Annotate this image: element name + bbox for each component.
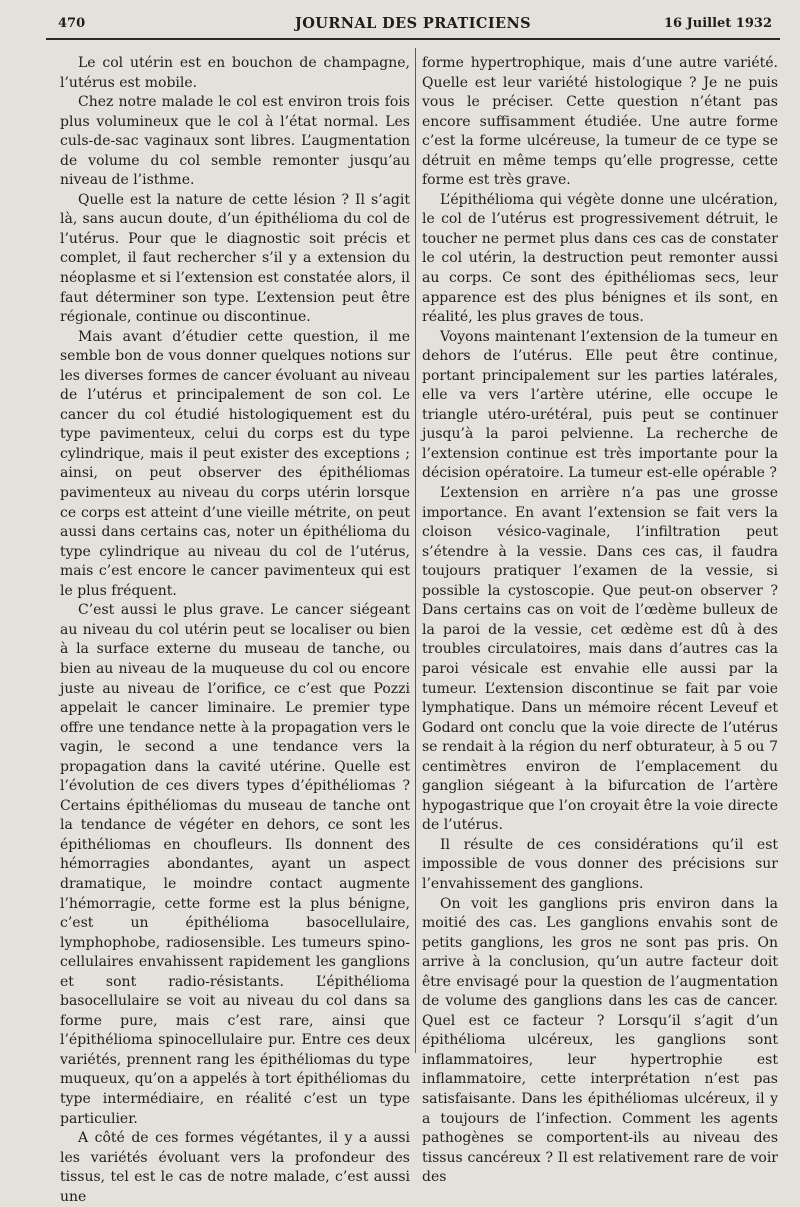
- paragraph: Quelle est la nature de cette lésion ? Il s’agit là, sans aucun doute, d’un épithélioma du col de l’utérus. Pour que le diagnostic soit précis et complet, il faut rechercher s’il y a extension du néoplasme et si l’extension est constatée alors, il faut déterminer son type. L’extension peut être régionale, continue ou discontinue.: [60, 191, 410, 326]
- issue-date: 16 Juillet 1932: [663, 16, 772, 31]
- running-header: [46, 10, 780, 40]
- paragraph: Chez notre malade le col est environ trois fois plus volumineux que le col à l’état normal. Les culs-de-sac vaginaux sont libres. L’augmentation de volume du col semble remonter jusqu’au niveau de l’isthme.: [60, 94, 410, 189]
- paragraph: L’épithélioma qui végète donne une ulcération, le col de l’utérus est progressivement détruit, le toucher ne permet plus dans ces cas de constater le col utérin, la destruction peut remonter aussi au corps. Ce sont des épithéliomas secs, leur apparence est des plus bénignes et ils sont, en réalité, les plus graves de tous.: [422, 191, 778, 326]
- paragraph: On voit les ganglions pris environ dans la moitié des cas. Les ganglions envahis sont de petits ganglions, les gros ne sont pas pris. On arrive à la conclusion, qu’un autre facteur doit être envisagé pour la question de l’augmentation de volume des ganglions dans les cas de cancer. Quel est ce facteur ? Lorsqu’il s’agit d’un épithélioma ulcéreux, les ganglions sont inflammatoires, leur hypertrophie est inflammatoire, cette interprétation n’est pas satisfaisante. Dans les épithéliomas ulcéreux, il y a toujours de l’infection. Comment les agents pathogènes se comportent-ils au niveau des tissus cancéreux ? Il est relativement rare de voir des: [422, 895, 778, 1186]
- paragraph: Le col utérin est en bouchon de champagne, l’utérus est mobile.: [60, 55, 410, 91]
- column-divider: [415, 48, 416, 1053]
- paragraph: A côté de ces formes végétantes, il y a aussi les variétés évoluant vers la profondeur des tissus, tel est le cas de notre malade, c’est aussi une: [60, 1130, 410, 1205]
- paragraph: C’est aussi le plus grave. Le cancer siégeant au niveau du col utérin peut se localiser ou bien à la surface externe du museau de tanche, ou bien au niveau de la muqueuse du col ou encore juste au niveau de l’orifice, ce c’est que Pozzi appelait le cancer liminaire. Le premier type offre une tendance nette à la propagation vers le vagin, le second a une tendance vers la propagation dans la cavité utérine. Quelle est l’évolution de ces divers types d’épithéliomas ? Certains épithéliomas du museau de tanche ont la tendance de végéter en dehors, ce sont les épithéliomas en choufleurs. Ils donnent des hémorragies abondantes, ayant un aspect dramatique, le moindre contact augmente l’hémorragie, cette forme est la plus bénigne, c’est un épithélioma basocellulaire, lymphophobe, radiosensible. Les tumeurs spino-cellulaires envahissent rapidement les ganglions et sont radio-résistants. L’épithélioma basocellulaire se voit au niveau du col dans sa forme pure, mais c’est rare, ainsi que l’épithélioma spinocellulaire pur. Entre ces deux variétés, prennent rang les épithéliomas du type muqueux, qu’on a appelés à tort épithéliomas du type intermédiaire, en réalité c’est un type particulier.: [60, 602, 410, 1127]
- right-column: [422, 54, 778, 1188]
- paragraph: Voyons maintenant l’extension de la tumeur en dehors de l’utérus. Elle peut être continue, portant principalement sur les parties latérales, elle va vers l’artère utérine, elle occupe le triangle utéro-urétéral, puis peut se continuer jusqu’à la paroi pelvienne. La recherche de l’extension continue est très importante pour la décision opératoire. La tumeur est-elle opérable ?: [422, 328, 778, 482]
- paragraph: Il résulte de ces considérations qu’il est impossible de vous donner des précisions sur l’envahissement des ganglions.: [422, 836, 778, 892]
- journal-title: JOURNAL DES PRATICIENS: [295, 15, 531, 32]
- page-number: 470: [58, 16, 86, 31]
- left-column: [60, 54, 410, 1207]
- paragraph: Mais avant d’étudier cette question, il me semble bon de vous donner quelques notions sur les diverses formes de cancer évoluant au niveau de l’utérus et principalement de son col. Le cancer du col étudié histologiquement est du type pavimenteux, celui du corps est du type cylindrique, mais il peut exister des exceptions ; ainsi, on peut observer des épithéliomas pavimenteux au niveau du corps utérin lorsque ce corps est atteint d’une vieille métrite, on peut aussi dans certains cas, noter un épithélioma du type cylindrique au niveau du col de l’utérus, mais c’est encore le cancer pavimenteux qui est le plus fréquent.: [60, 328, 410, 599]
- paragraph: L’extension en arrière n’a pas une grosse importance. En avant l’extension se fait vers la cloison vésico-vaginale, l’infiltration peut s’étendre à la vessie. Dans ces cas, il faudra toujours pratiquer l’examen de la vessie, si possible la cystoscopie. Que peut-on observer ? Dans certains cas on voit de l’œdème bulleux de la paroi de la vessie, cet œdème est dû à des troubles circulatoires, mais dans d’autres cas la paroi vésicale est envahie elle aussi par la tumeur. L’extension discontinue se fait par voie lymphatique. Dans un mémoire récent Leveuf et Godard ont conclu que la voie directe de l’utérus se rendait à la région du nerf obturateur, à 5 ou 7 centimètres environ de l’emplacement du ganglion siégeant à la bifurcation de l’artère hypogastrique que l’on croyait être la voie directe de l’utérus.: [422, 485, 778, 834]
- paragraph: forme hypertrophique, mais d’une autre variété. Quelle est leur variété histologique ? Je ne puis vous le préciser. Cette question n’étant pas encore suffisamment étudiée. Une autre forme c’est la forme ulcéreuse, la tumeur de ce type se détruit en même temps qu’elle progresse, cette forme est très grave.: [422, 55, 778, 189]
